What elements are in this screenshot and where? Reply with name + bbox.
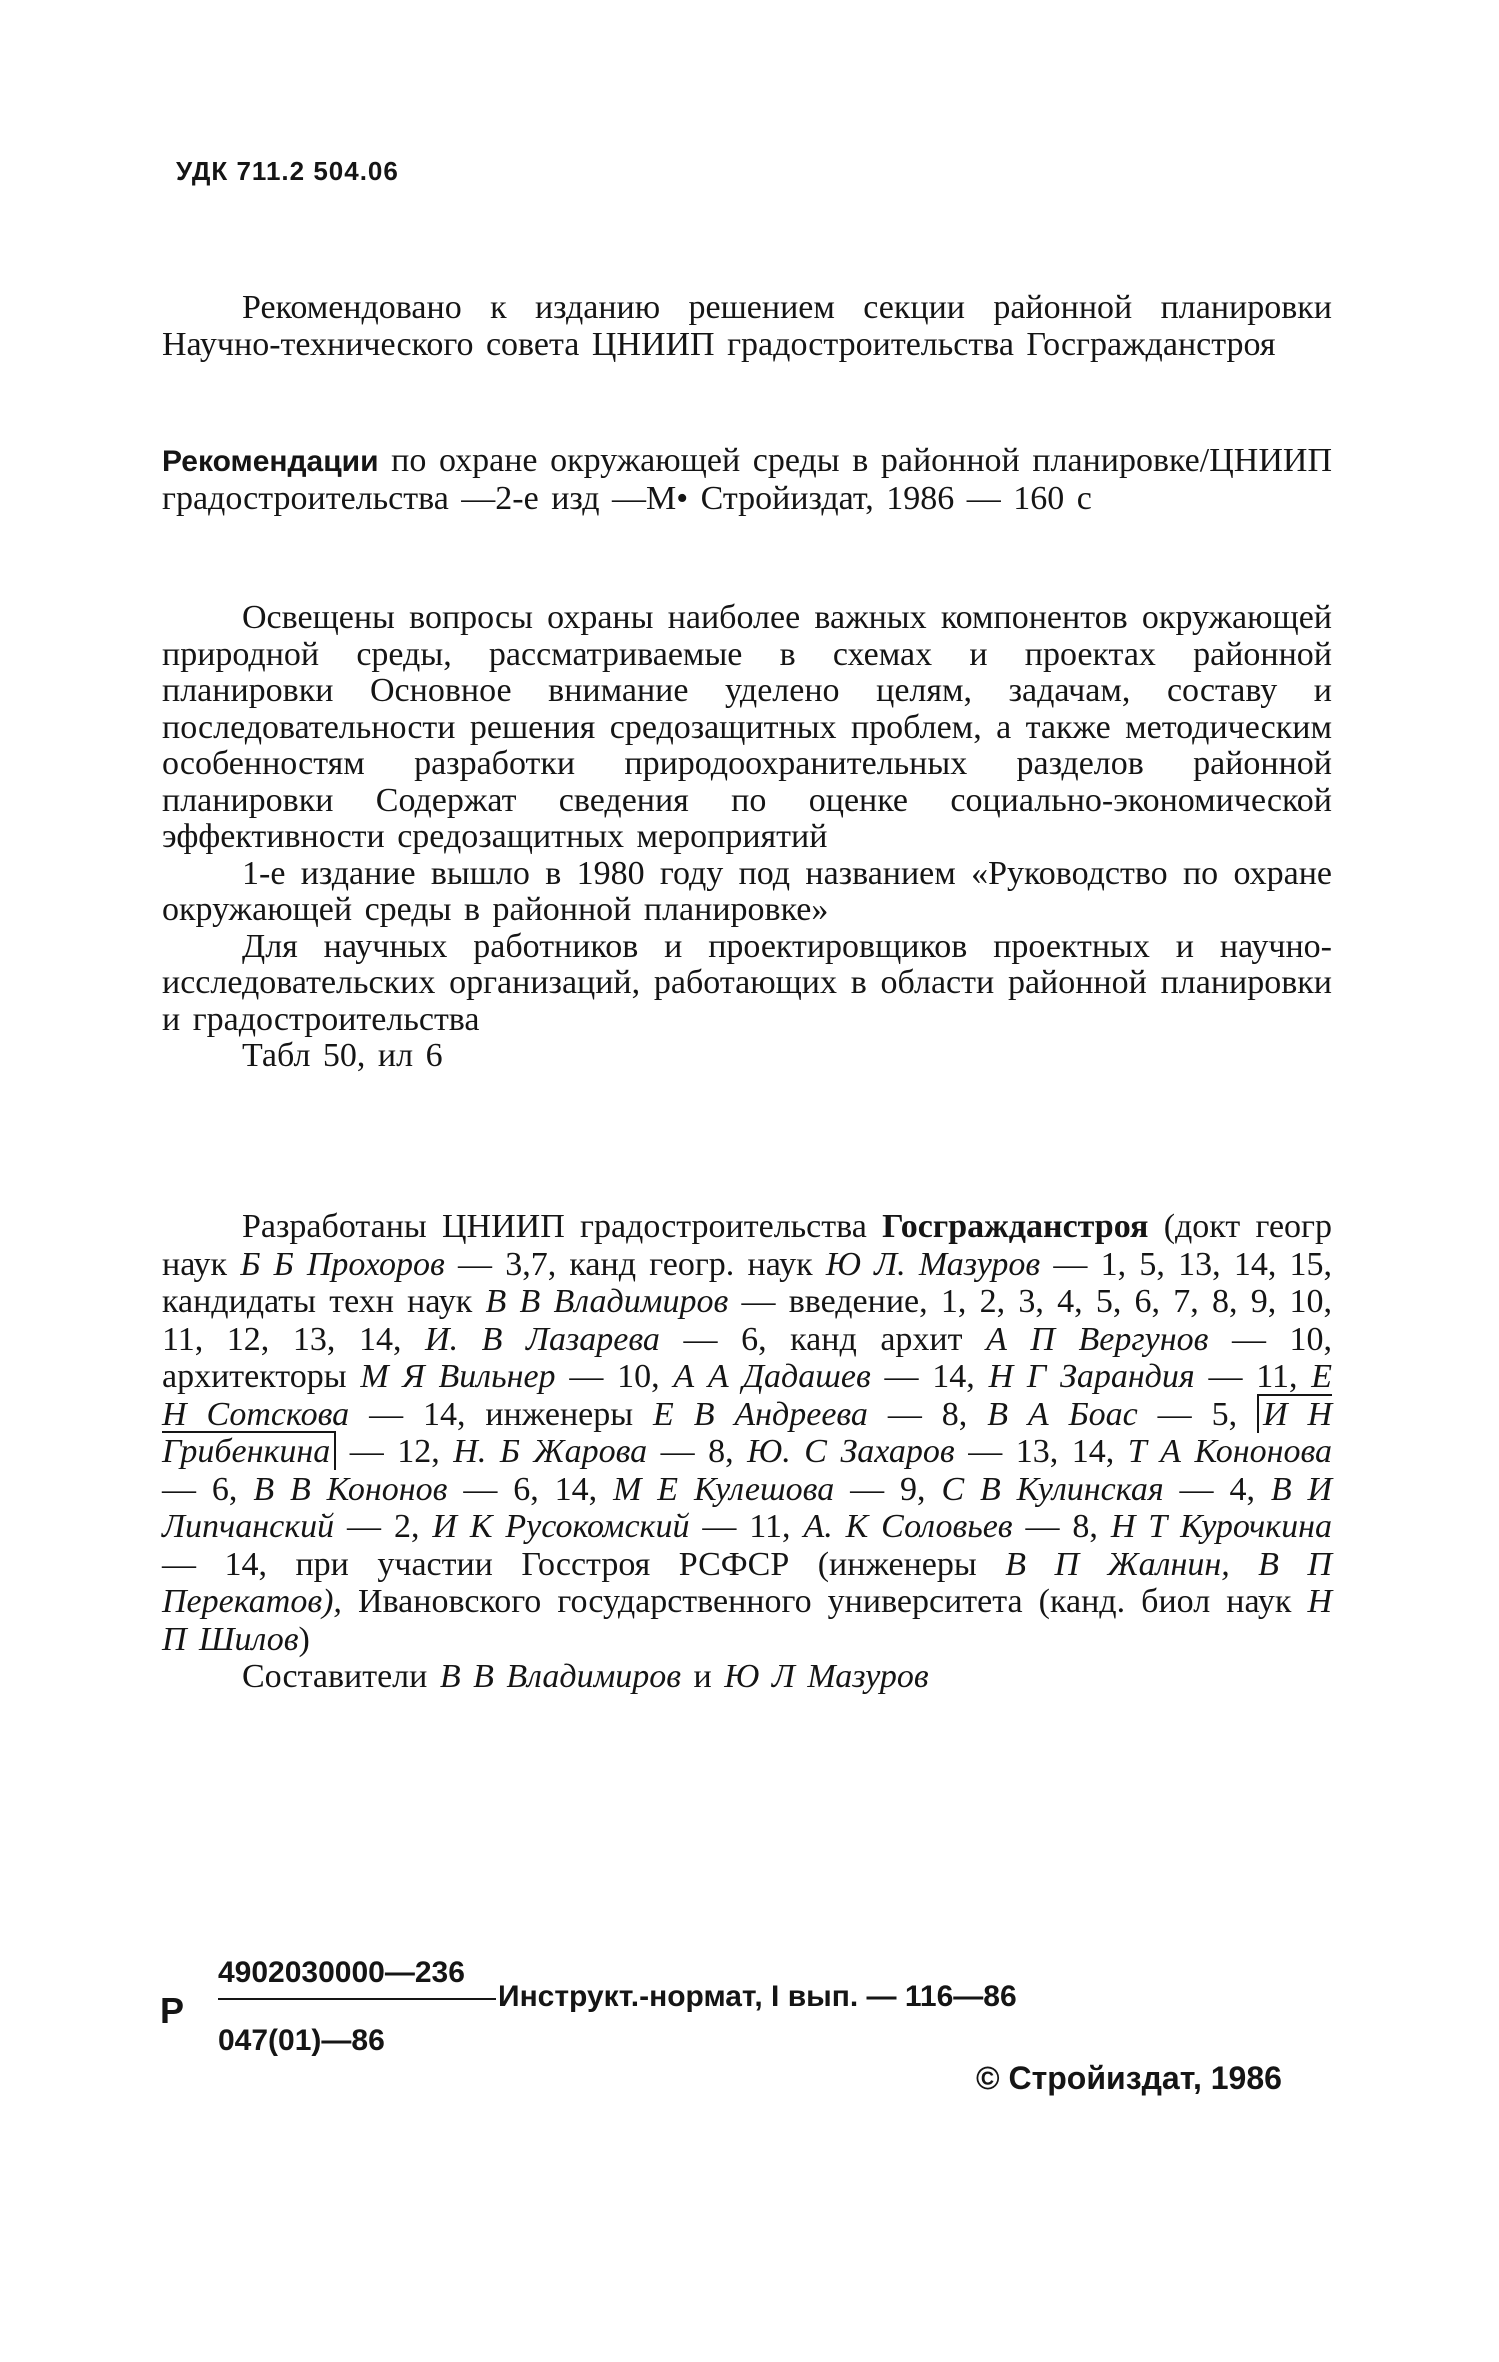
authors-text: — 4, (1179, 1470, 1255, 1508)
abstract-paragraph-3: Для научных работников и проектировщиков проектных и научно-исследовательских организаций, работающих в области районной планировки и градостроительства (162, 927, 1332, 1038)
approval-text: Рекомендовано к изданию решением секции районной планировки Научно-технического совета ЦНИИП градостроительства Госгражданстроя (162, 289, 1332, 363)
authors-text: — 9, (850, 1470, 926, 1508)
copyright-line: © Стройиздат, 1986 (976, 2060, 1282, 2096)
abstract-paragraph-2: 1-е издание вышло в 1980 году под названием «Руководство по охране окружающей среды в районной планировке» (162, 854, 1332, 928)
instruction-code: Инструкт.-нормат, I вып. — 116—86 (498, 1980, 1017, 2013)
authors-text: — 10, (569, 1358, 660, 1395)
authors-text: — 14, (884, 1358, 975, 1395)
authors-text: — 1, 5, 13, 14, 15, кандидаты техн наук (162, 1245, 1333, 1320)
author-name: С В Кулинская (941, 1470, 1164, 1508)
authors-text: — 12, (349, 1433, 440, 1470)
author-name: Н Г Зарандия (988, 1358, 1195, 1395)
abstract (162, 600, 1332, 1075)
authors-text: — 8, (1025, 1508, 1098, 1545)
authors-text: — 3,7, канд геогр. наук (457, 1245, 813, 1283)
authors-text: Ивановского государственного университета (канд. биол наук (358, 1583, 1292, 1620)
authors-text: — 5, (1157, 1395, 1238, 1433)
authors-text: и (693, 1658, 712, 1695)
biblio-paragraph (162, 443, 1332, 517)
authors-text: — 8, (660, 1433, 734, 1470)
compiler-name: Ю Л Мазуров (724, 1658, 929, 1695)
publication-letter: Р (160, 1990, 185, 2031)
author-name: Н П Шилов (162, 1583, 1332, 1658)
authors-text: — 10, архитекторы (162, 1320, 1333, 1395)
author-name: Б Б Прохоров (240, 1245, 445, 1283)
authors-text: — 13, 14, (968, 1433, 1115, 1470)
author-name-deceased: И Н Грибенкина (162, 1395, 1333, 1470)
compilers-paragraph (162, 1658, 1332, 1696)
authors-text: — введение, 1, 2, 3, 4, 5, 6, 7, 8, 9, 10, 11, 12, 13, 14, (162, 1283, 1333, 1358)
author-name: И. В Лазарева (425, 1320, 660, 1358)
udk-code: УДК 711.2 504.06 (176, 156, 399, 186)
fraction-line (218, 1998, 496, 2000)
authors-text: — 14, при участии Госстроя РСФСР (инженеры (162, 1545, 977, 1583)
author-name: В В Владимиров (485, 1283, 729, 1320)
compilers-label: Составители (242, 1658, 428, 1695)
authors-paragraph (162, 1208, 1332, 1658)
biblio-text: по охране окружающей среды в районной планировке/ЦНИИП градостроительства —2-е изд —М• Стройиздат, 1986 — 160 с (162, 442, 1332, 517)
authors-text: — 14, инженеры (369, 1395, 634, 1433)
author-name: В В Кононов (253, 1470, 448, 1508)
authors-text: — 11, (702, 1508, 791, 1545)
author-name: М Е Кулешова (613, 1470, 835, 1508)
author-name: Н Т Курочкина (1110, 1508, 1333, 1545)
author-name: А П Вергунов (986, 1320, 1209, 1358)
author-name: В А Боас (987, 1395, 1138, 1433)
author-name: В И Липчанский (162, 1470, 1333, 1545)
authors-text: — 6, (162, 1470, 238, 1508)
authors-text: ) (298, 1620, 310, 1658)
author-name: Т А Кононова (1127, 1433, 1333, 1470)
authors-text: — 6, 14, (463, 1470, 598, 1508)
author-name: Н. Б Жарова (453, 1433, 648, 1470)
authors-text: (докт геогр наук (162, 1208, 1333, 1283)
authors-text: — 2, (347, 1508, 420, 1545)
author-name: Е Н Сотскова (162, 1358, 1333, 1433)
classification-denominator: 047(01)—86 (218, 2024, 385, 2057)
author-name: Ю Л. Мазуров (825, 1245, 1041, 1283)
author-name: В П Жалнин, В П Перекатов), (162, 1545, 1332, 1620)
author-name: М Я Вильнер (360, 1358, 556, 1395)
author-name: А. К Соловьев (803, 1508, 1013, 1545)
author-name: Е В Андреева (653, 1395, 868, 1433)
bibliographic-record (162, 443, 1332, 517)
authors-section (162, 1208, 1332, 1696)
biblio-title: Рекомендации (162, 445, 379, 478)
author-name: И К Русокомский (432, 1508, 690, 1545)
compiler-name: В В Владимиров (439, 1658, 682, 1695)
author-name: А А Дадашев (673, 1358, 871, 1395)
authors-text: — 8, (887, 1395, 968, 1433)
classification-numerator: 4902030000—236 (218, 1956, 465, 1989)
authors-text: — 6, канд архит (683, 1320, 963, 1358)
authors-text: — 11, (1208, 1358, 1298, 1395)
abstract-paragraph-4: Табл 50, ил 6 (242, 1037, 443, 1074)
authors-intro: Разработаны ЦНИИП градостроительства (242, 1208, 867, 1245)
authors-org: Госгражданстроя (882, 1208, 1149, 1245)
abstract-paragraph-1: Освещены вопросы охраны наиболее важных компонентов окружающей природной среды, рассматриваемые в схемах и проектах районной планировки Основное внимание уделено целям, задачам, составу и последовательности решения средозащитных проблем, а также методическим особенностям разработки природоохранительных разделов районной планировки Содержат сведения по оценке социально-экономической эффективности средозащитных мероприятий (162, 599, 1332, 855)
approval-note (162, 290, 1332, 363)
author-name: Ю. С Захаров (747, 1433, 955, 1470)
